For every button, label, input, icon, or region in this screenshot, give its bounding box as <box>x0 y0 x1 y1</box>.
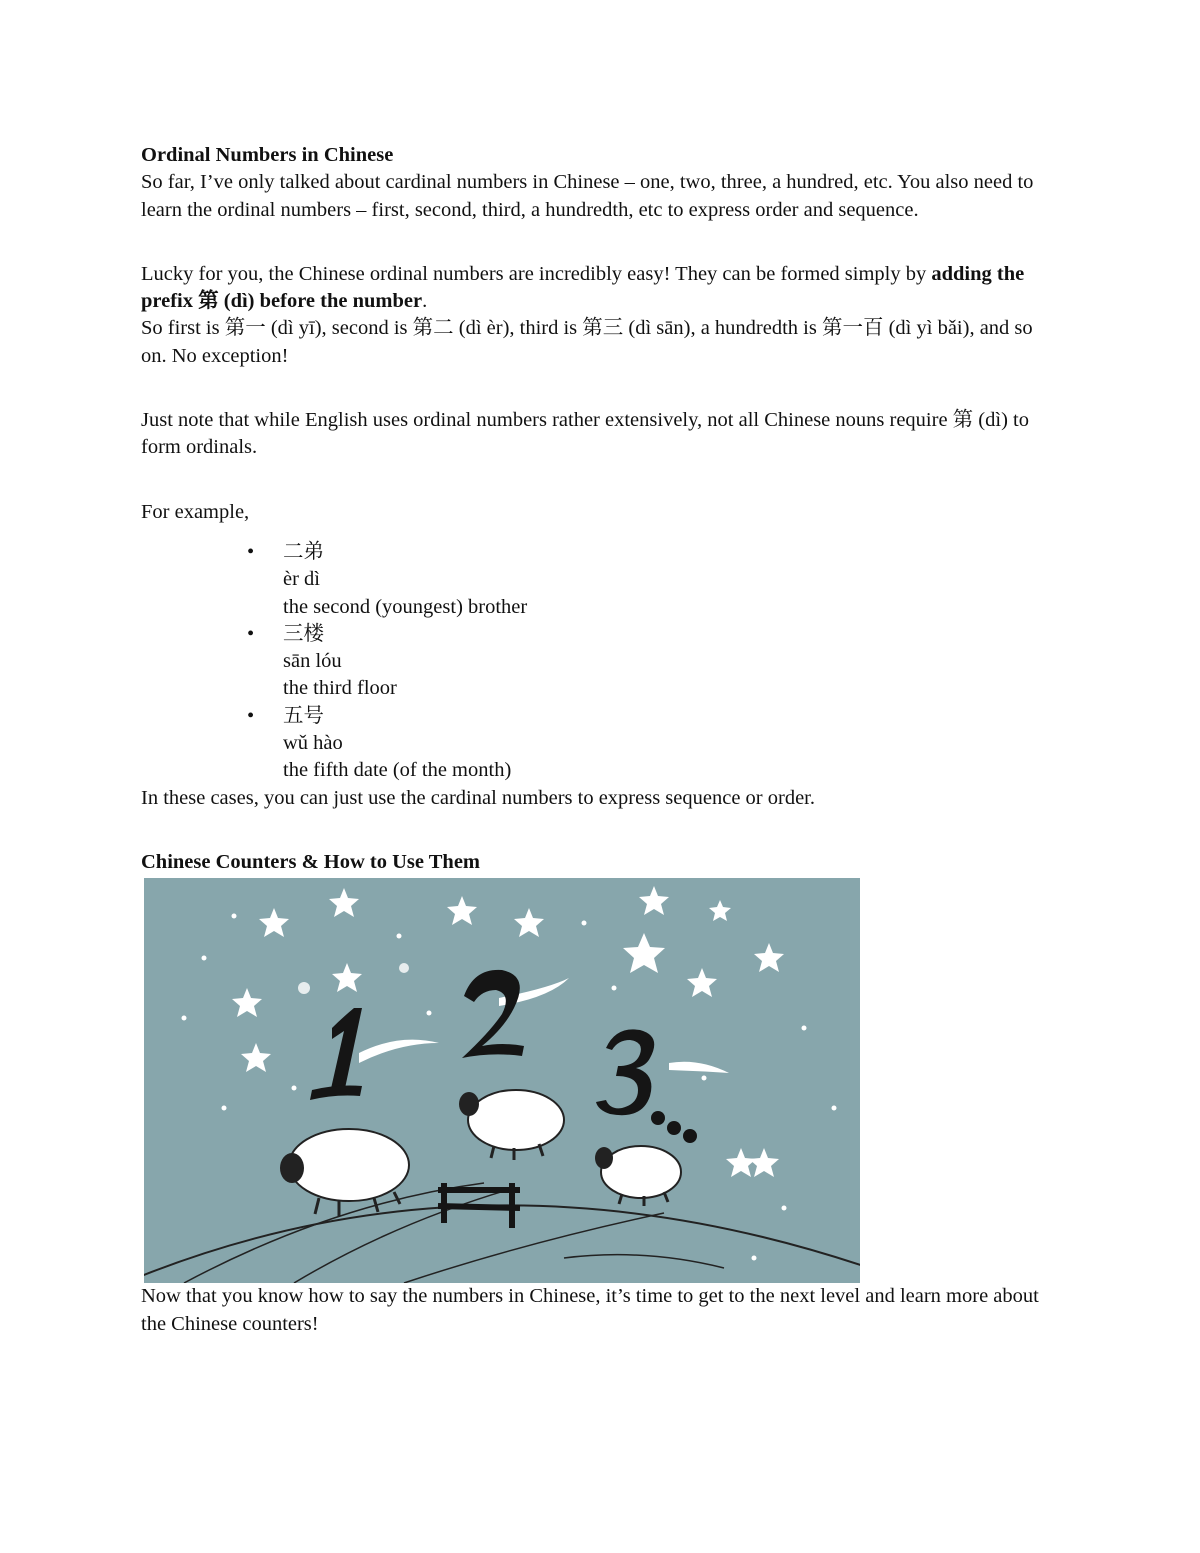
counting-sheep-illustration <box>144 878 860 1283</box>
bullet-icon: • <box>247 540 255 563</box>
paragraph-lucky-text: Lucky for you, the Chinese ordinal numbers are incredibly easy! They can be formed simply by <box>141 262 932 285</box>
paragraph-note: Just note that while English uses ordinal numbers rather extensively, not all Chinese nouns require 第 (dì) to form ordinals. <box>141 409 1029 459</box>
bullet-icon: • <box>247 622 255 645</box>
paragraph-for-example: For example, <box>141 500 250 523</box>
example-pinyin: sān lóu <box>283 650 342 673</box>
paragraph-lucky <box>141 261 1061 316</box>
paragraph-lucky-end: . <box>422 290 428 313</box>
bullet-icon: • <box>247 704 255 727</box>
paragraph-examples-ordinal: So first is 第一 (dì yī), second is 第二 (dì èr), third is 第三 (dì sān), a hundredth is 第一百 (dì yì bǎi), and so on. No exception! <box>141 317 1033 367</box>
example-hanzi: 二弟 <box>283 540 324 563</box>
example-pinyin: wǔ hào <box>283 732 343 755</box>
heading-counters: Chinese Counters & How to Use Them <box>141 850 481 873</box>
paragraph-counters-intro: Now that you know how to say the numbers in Chinese, it’s time to get to the next level and learn more about the Chinese counters! <box>141 1285 1039 1335</box>
example-hanzi: 五号 <box>283 704 324 727</box>
list-item <box>247 703 1061 785</box>
paragraph-cases: In these cases, you can just use the cardinal numbers to express sequence or order. <box>141 786 815 809</box>
paragraph-intro: So far, I’ve only talked about cardinal numbers in Chinese – one, two, three, a hundred, etc. You also need to learn the ordinal numbers – first, second, third, a hundredth, etc to express order and sequence. <box>141 171 1034 221</box>
example-list <box>141 539 1061 785</box>
example-meaning: the second (youngest) brother <box>283 595 528 618</box>
document-body <box>141 142 1061 1338</box>
list-item <box>247 621 1061 703</box>
example-meaning: the fifth date (of the month) <box>283 759 512 782</box>
example-hanzi: 三楼 <box>283 622 324 645</box>
example-pinyin: èr dì <box>283 568 320 591</box>
prefix-rule: adding the prefix 第 (dì) before the number <box>141 262 1025 313</box>
illustration-background <box>144 878 860 1283</box>
heading-ordinal-numbers: Ordinal Numbers in Chinese <box>141 144 394 166</box>
list-item <box>247 539 1061 621</box>
example-meaning: the third floor <box>283 677 397 700</box>
